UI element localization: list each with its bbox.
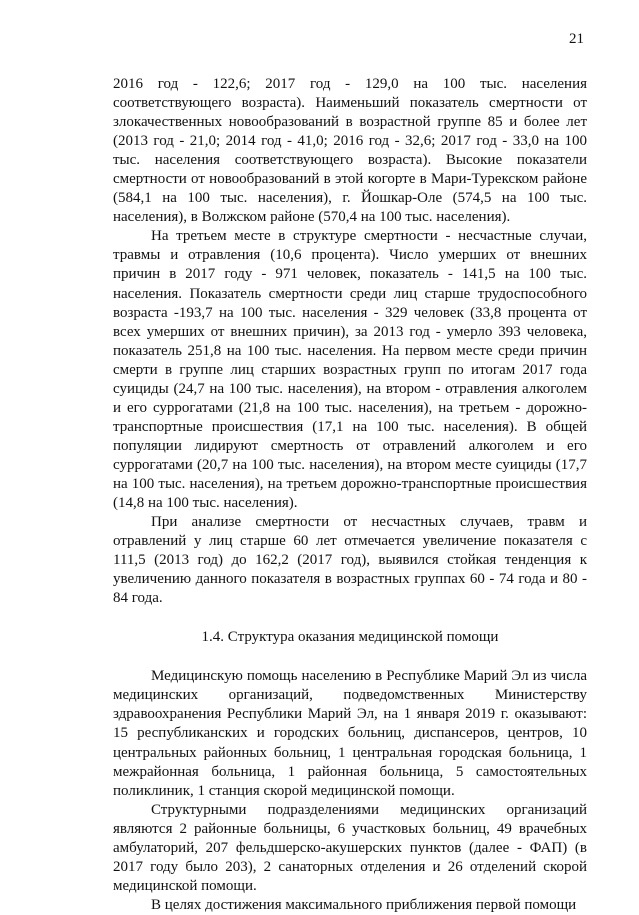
paragraph-continuation: 2016 год - 122,6; 2017 год - 129,0 на 100 тыс. населения соответствующего возраста). Наименьший показатель смертности от злокачественных новообразований в возрастной группе 85 и более лет (2013 год - 21,0; 2014 год - 41,0; 2016 год - 32,6; 2017 год - 33,0 на 100 тыс. населения соответствующего возраста). Высокие показатели смертности от новообразований в этой когорте в Мари-Турекском районе (584,1 на 100 тыс. населения), г. Йошкар-Оле (574,5 на 100 тыс. населения), в Волжском районе (570,4 на 100 тыс. населения).	[113, 76, 587, 226]
paragraph-first-aid: В целях достижения максимального приближения первой помощи	[151, 896, 577, 913]
paragraph-accidents-analysis: При анализе смертности от несчастных случаев, травм и отравлений у лиц старше 60 лет отмечается увеличение показателя с 111,5 (2013 год) до 162,2 (2017 год), выявился стойкая тенденция к увеличению данного показателя в возрастных группах 60 - 74 года и 80 - 84 года.	[113, 514, 587, 607]
document-body	[113, 75, 587, 915]
paragraph-external-causes: На третьем месте в структуре смертности - несчастные случаи, травмы и отравления (10,6 процента). Число умерших от внешних причин в 2017 году - 971 человек, показатель - 141,5 на 100 тыс. населения. Показатель смертности среди лиц старше трудоспособного возраста -193,7 на 100 тыс. населения - 329 человек (33,8 процента от всех умерших от внешних причин), за 2013 год - умерло 393 человека, показатель 251,8 на 100 тыс. населения. На первом месте среди причин смерти в группе лиц старших возрастных групп по итогам 2017 года суициды (24,7 на 100 тыс. населения), на втором - отравления алкоголем и его суррогатами (21,8 на 100 тыс. населения), на третьем - дорожно-транспортные происшествия (17,1 на 100 тыс. населения). В общей популяции лидируют смертность от отравлений алкоголем и его суррогатами (20,7 на 100 тыс. населения), на втором месте суициды (17,7 на 100 тыс. населения), на третьем дорожно-транспортные происшествия (14,8 на 100 тыс. населения).	[113, 228, 587, 512]
paragraph-medical-care: Медицинскую помощь населению в Республике Марий Эл из числа медицинских организаций, подведомственных Министерству здравоохранения Республики Марий Эл, на 1 января 2019 г. оказывают: 15 республиканских и городских больниц, диспансеров, центров, 10 центральных районных больниц, 1 центральная городская больница, 1 межрайонная больница, 1 районная больница, 5 самостоятельных поликлиник, 1 станция скорой медицинской помощи.	[113, 668, 587, 799]
page-number: 21	[569, 31, 584, 47]
paragraph-structural-units: Структурными подразделениями медицинских организаций являются 2 районные больницы, 6 участковых больниц, 49 врачебных амбулаторий, 207 фельдшерско-акушерских пунктов (далее - ФАП) (в 2017 году было 203), 2 санаторных отделения и 26 отделений скорой медицинской помощи.	[113, 801, 587, 894]
section-heading: 1.4. Структура оказания медицинской помощи	[201, 629, 499, 646]
